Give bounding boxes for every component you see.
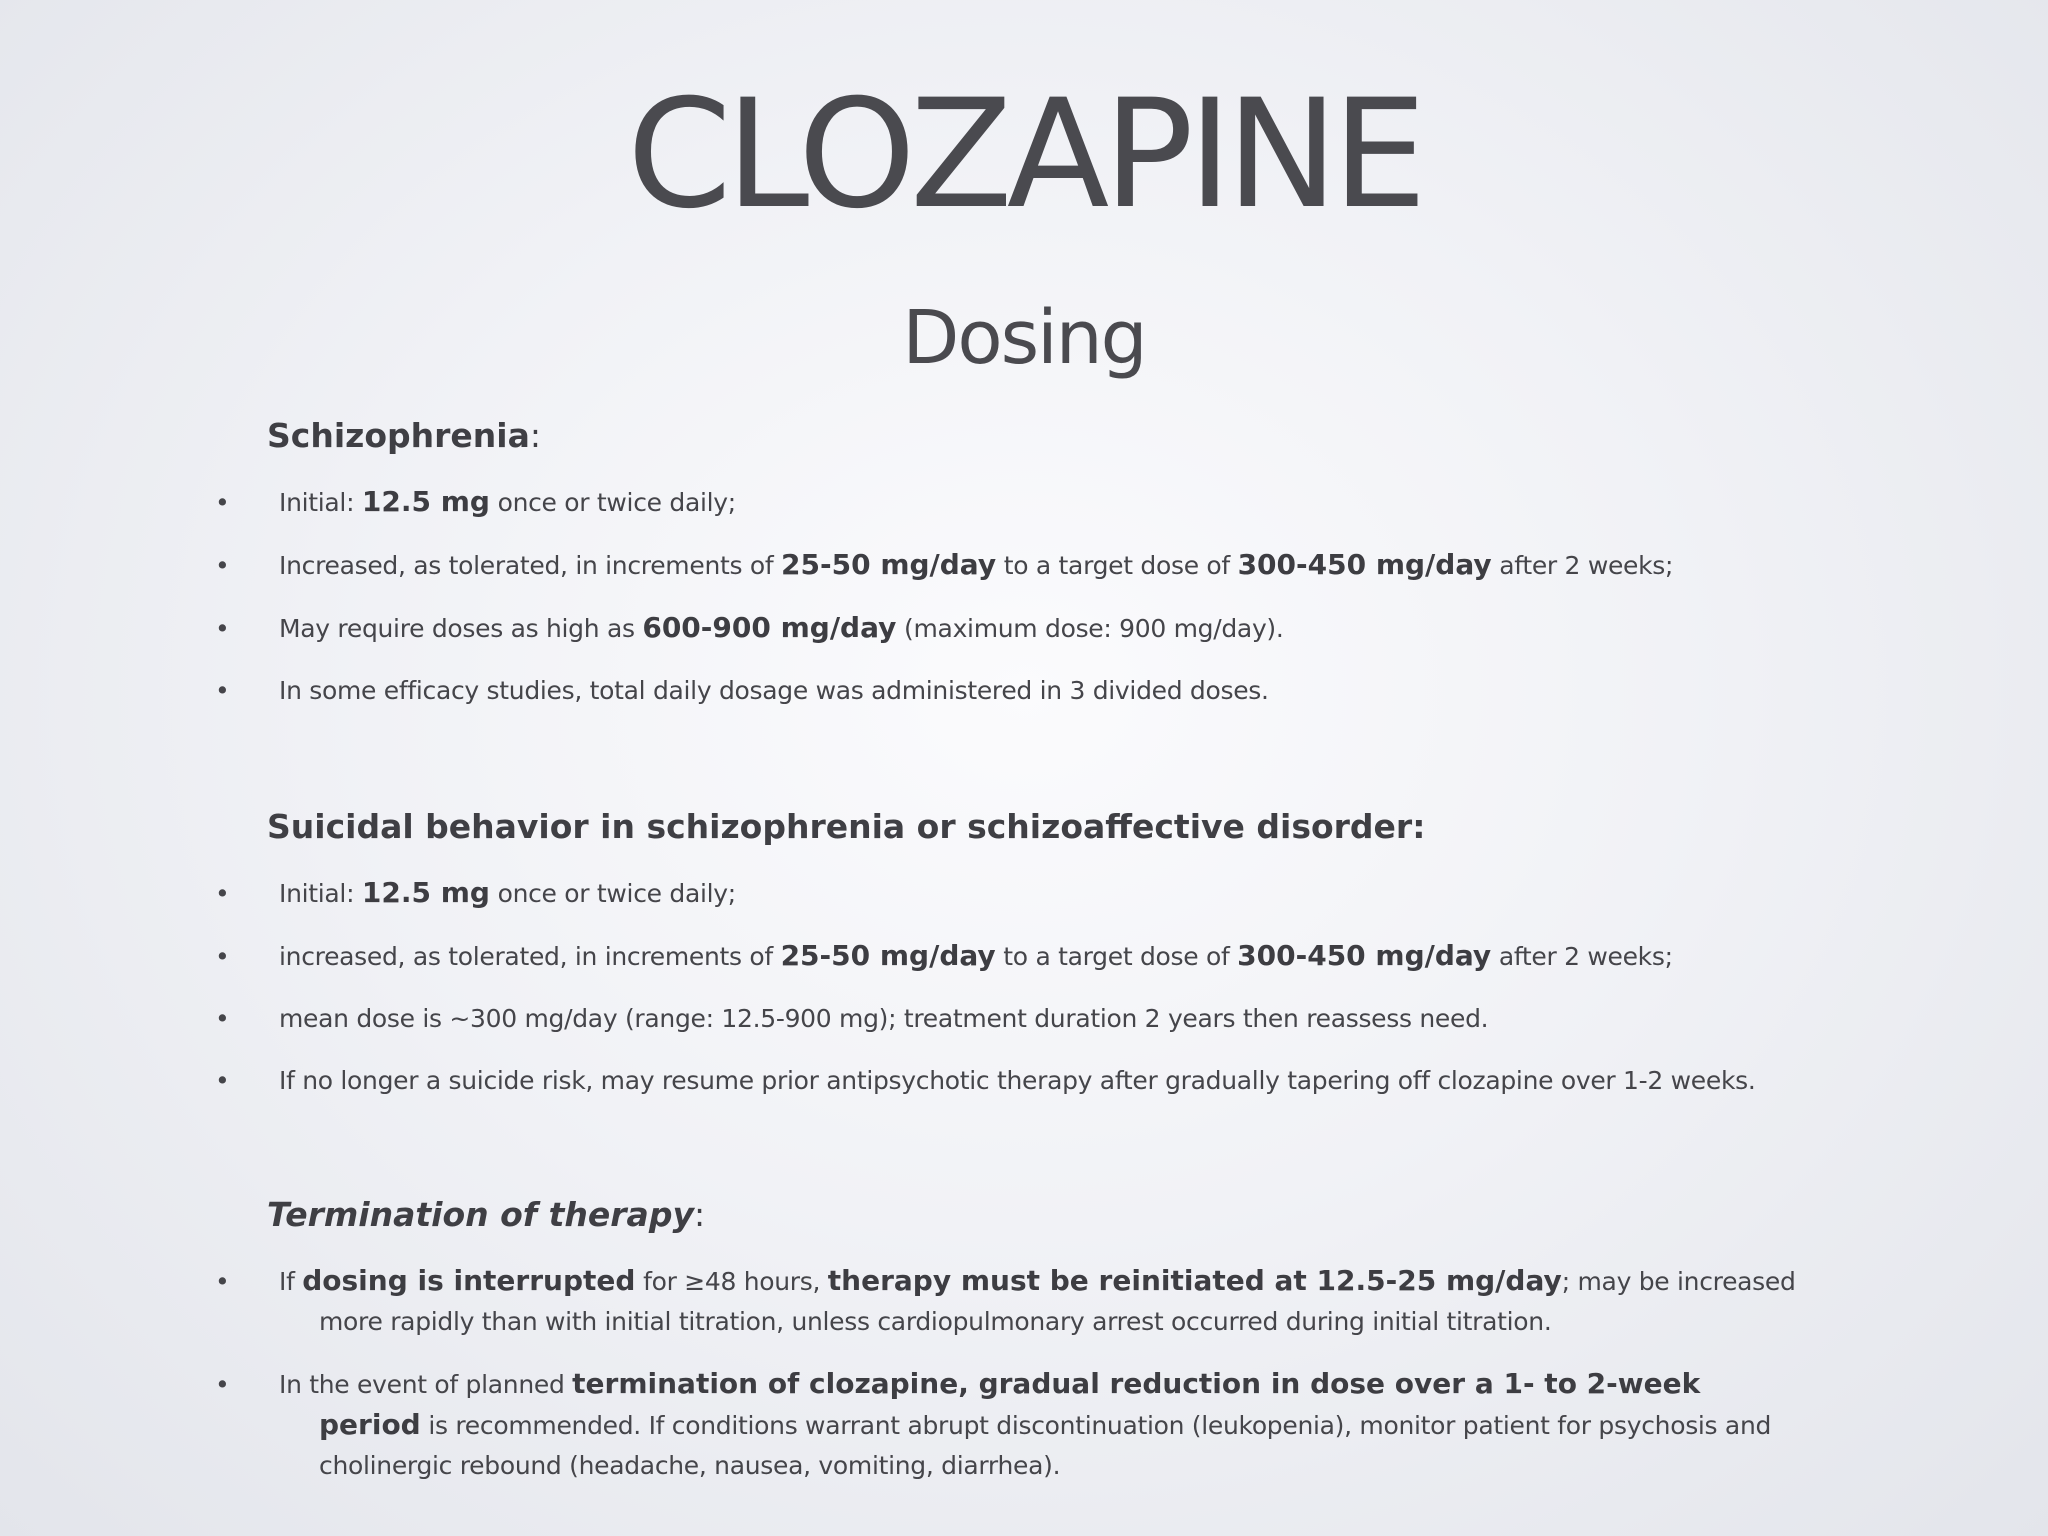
item-bold: termination of clozapine, gradual reduction in dose over a 1- to 2-week period	[319, 1367, 1701, 1441]
section-heading-schizophrenia	[267, 400, 1807, 472]
item-text: If no longer a suicide risk, may resume prior antipsychotic therapy after gradually tapering off clozapine over 1-2 weeks.	[279, 1066, 1756, 1095]
item-text: If	[279, 1267, 303, 1296]
bullet: •	[215, 1066, 230, 1095]
section-spacer	[267, 1101, 1807, 1179]
list-item	[215, 671, 1807, 711]
list-item	[215, 482, 1807, 523]
item-text: to a target dose of	[995, 942, 1238, 971]
item-text: once or twice daily;	[489, 879, 736, 908]
list-item	[215, 545, 1807, 586]
bullet: •	[215, 551, 230, 580]
list-item	[215, 1261, 1807, 1342]
item-bold: dosing is interrupted	[302, 1264, 636, 1297]
list-item	[215, 999, 1807, 1039]
bullet: •	[215, 1004, 230, 1033]
item-text: Initial:	[279, 879, 362, 908]
item-bold: 300-450 mg/day	[1237, 939, 1492, 972]
item-text: May require doses as high as	[279, 614, 643, 643]
bullet: •	[215, 676, 230, 705]
item-text: for ≥48 hours,	[635, 1267, 828, 1296]
item-bold: 300-450 mg/day	[1237, 548, 1492, 581]
item-text: (maximum dose: 900 mg/day).	[896, 614, 1284, 643]
item-bold: therapy must be reinitiated at 12.5-25 mg/day	[827, 1264, 1562, 1297]
slide-body	[215, 400, 1807, 1486]
item-text: after 2 weeks;	[1491, 942, 1673, 971]
item-text: is recommended. If conditions warrant abrupt discontinuation (leukopenia), monitor patient for psychosis and cholinergic rebound (headache, nausea, vomiting, diarrhea).	[319, 1411, 1772, 1480]
item-text: In some efficacy studies, total daily dosage was administered in 3 divided doses.	[279, 676, 1269, 705]
item-bold: 600-900 mg/day	[642, 611, 897, 644]
bullet: •	[215, 879, 230, 908]
item-bold: 12.5 mg	[361, 876, 490, 909]
list-item	[215, 936, 1807, 977]
bullet: •	[215, 1370, 230, 1399]
item-text: mean dose is ~300 mg/day (range: 12.5-900 mg); treatment duration 2 years then reassess need.	[279, 1004, 1489, 1033]
item-text: once or twice daily;	[489, 488, 736, 517]
slide-title: CLOZAPINE	[626, 68, 1422, 242]
list-item	[215, 873, 1807, 914]
heading-text: Schizophrenia	[267, 416, 530, 455]
item-bold: 12.5 mg	[361, 485, 490, 518]
bullet: •	[215, 614, 230, 643]
section-heading-termination	[267, 1179, 1807, 1251]
item-text: to a target dose of	[996, 551, 1238, 580]
heading-colon: :	[693, 1195, 706, 1234]
item-text: increased, as tolerated, in increments of	[279, 942, 781, 971]
item-text: Initial:	[279, 488, 362, 517]
item-bold: 25-50 mg/day	[781, 548, 997, 581]
bullet: •	[215, 942, 230, 971]
section-spacer	[267, 711, 1807, 791]
item-text: ; may be increased more rapidly than with initial titration, unless cardiopulmonary arrest occurred during initial titration.	[319, 1267, 1796, 1336]
list-item	[215, 608, 1807, 649]
list-item	[215, 1364, 1807, 1486]
bullet: •	[215, 488, 230, 517]
item-text: after 2 weeks;	[1491, 551, 1674, 580]
heading-colon: :	[529, 416, 541, 455]
heading-text: Termination of therapy	[267, 1195, 694, 1234]
item-text: Increased, as tolerated, in increments of	[279, 551, 782, 580]
item-text: In the event of planned	[279, 1370, 573, 1399]
list-item	[215, 1061, 1807, 1101]
section-heading-suicidal: Suicidal behavior in schizophrenia or schizoaffective disorder:	[267, 807, 1426, 846]
bullet: •	[215, 1267, 230, 1296]
slide-subtitle: Dosing	[902, 295, 1146, 381]
item-bold: 25-50 mg/day	[780, 939, 996, 972]
